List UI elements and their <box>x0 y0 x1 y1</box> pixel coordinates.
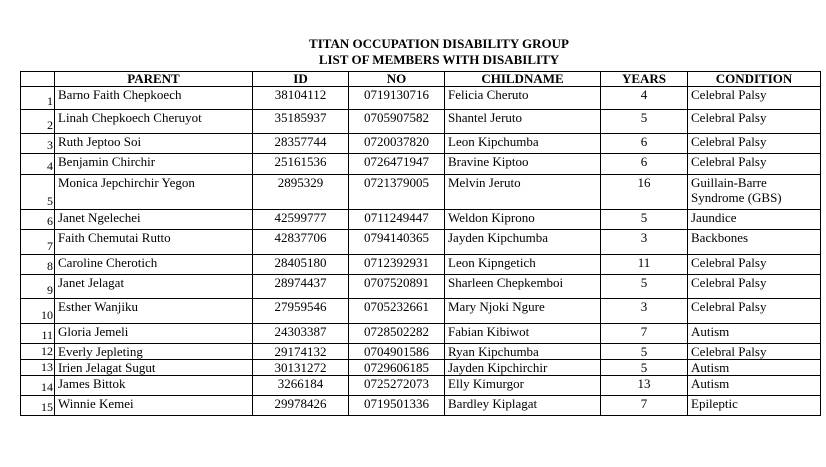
table-row <box>21 275 821 299</box>
years-cell: 5 <box>601 344 688 360</box>
childname-cell: Shantel Jeruto <box>445 110 601 134</box>
header-id: ID <box>253 72 349 87</box>
id-cell: 28405180 <box>253 255 349 275</box>
phone-cell: 0704901586 <box>349 344 445 360</box>
parent-cell: Gloria Jemeli <box>55 324 253 344</box>
phone-cell: 0705232661 <box>349 299 445 324</box>
parent-cell: Ruth Jeptoo Soi <box>55 134 253 154</box>
table-row <box>21 255 821 275</box>
id-cell: 35185937 <box>253 110 349 134</box>
row-number: 11 <box>21 324 55 344</box>
id-cell: 25161536 <box>253 154 349 175</box>
phone-cell: 0726471947 <box>349 154 445 175</box>
years-cell: 6 <box>601 134 688 154</box>
years-cell: 6 <box>601 154 688 175</box>
years-cell: 7 <box>601 396 688 416</box>
document-subtitle: LIST OF MEMBERS WITH DISABILITY <box>318 52 560 67</box>
childname-cell: Bravine Kiptoo <box>445 154 601 175</box>
row-number: 2 <box>21 110 55 134</box>
id-cell: 29174132 <box>253 344 349 360</box>
condition-cell: Guillain-Barre Syndrome (GBS) <box>688 175 821 210</box>
phone-cell: 0720037820 <box>349 134 445 154</box>
parent-cell: Janet Jelagat <box>55 275 253 299</box>
table-header-row <box>21 72 821 87</box>
id-cell: 29978426 <box>253 396 349 416</box>
phone-cell: 0707520891 <box>349 275 445 299</box>
row-number: 9 <box>21 275 55 299</box>
document-title: TITAN OCCUPATION DISABILITY GROUP <box>309 36 569 51</box>
table-row <box>21 110 821 134</box>
parent-cell: Monica Jepchirchir Yegon <box>55 175 253 210</box>
row-number: 10 <box>21 299 55 324</box>
header-no: NO <box>349 72 445 87</box>
parent-cell: James Bittok <box>55 376 253 396</box>
condition-cell: Autism <box>688 324 821 344</box>
table-row <box>21 360 821 376</box>
header-childname: CHILDNAME <box>445 72 601 87</box>
years-cell: 16 <box>601 175 688 210</box>
parent-cell: Esther Wanjiku <box>55 299 253 324</box>
row-number: 1 <box>21 87 55 110</box>
table-row <box>21 210 821 230</box>
id-cell: 42837706 <box>253 230 349 255</box>
header-index <box>21 72 55 87</box>
phone-cell: 0719130716 <box>349 87 445 110</box>
childname-cell: Weldon Kiprono <box>445 210 601 230</box>
condition-cell: Celebral Palsy <box>688 344 821 360</box>
header-condition: CONDITION <box>688 72 821 87</box>
phone-cell: 0728502282 <box>349 324 445 344</box>
phone-cell: 0725272073 <box>349 376 445 396</box>
table-row <box>21 344 821 360</box>
childname-cell: Jayden Kipchumba <box>445 230 601 255</box>
childname-cell: Mary Njoki Ngure <box>445 299 601 324</box>
id-cell: 30131272 <box>253 360 349 376</box>
parent-cell: Janet Ngelechei <box>55 210 253 230</box>
childname-cell: Leon Kipngetich <box>445 255 601 275</box>
condition-cell: Autism <box>688 376 821 396</box>
condition-cell: Celebral Palsy <box>688 275 821 299</box>
parent-cell: Linah Chepkoech Cheruyot <box>55 110 253 134</box>
condition-cell: Celebral Palsy <box>688 255 821 275</box>
childname-cell: Leon Kipchumba <box>445 134 601 154</box>
phone-cell: 0719501336 <box>349 396 445 416</box>
table-row <box>21 154 821 175</box>
table-row <box>21 230 821 255</box>
row-number: 8 <box>21 255 55 275</box>
table-row <box>21 324 821 344</box>
condition-cell: Backbones <box>688 230 821 255</box>
row-number: 7 <box>21 230 55 255</box>
parent-cell: Winnie Kemei <box>55 396 253 416</box>
condition-cell: Jaundice <box>688 210 821 230</box>
years-cell: 3 <box>601 230 688 255</box>
phone-cell: 0729606185 <box>349 360 445 376</box>
id-cell: 2895329 <box>253 175 349 210</box>
years-cell: 7 <box>601 324 688 344</box>
id-cell: 24303387 <box>253 324 349 344</box>
table-row <box>21 134 821 154</box>
parent-cell: Barno Faith Chepkoech <box>55 87 253 110</box>
condition-cell: Celebral Palsy <box>688 154 821 175</box>
condition-cell: Celebral Palsy <box>688 299 821 324</box>
row-number: 12 <box>21 344 55 360</box>
parent-cell: Everly Jepleting <box>55 344 253 360</box>
parent-cell: Caroline Cherotich <box>55 255 253 275</box>
childname-cell: Fabian Kibiwot <box>445 324 601 344</box>
phone-cell: 0705907582 <box>349 110 445 134</box>
years-cell: 4 <box>601 87 688 110</box>
members-table <box>20 71 821 416</box>
parent-cell: Irien Jelagat Sugut <box>55 360 253 376</box>
row-number: 15 <box>21 396 55 416</box>
id-cell: 28974437 <box>253 275 349 299</box>
condition-cell: Celebral Palsy <box>688 87 821 110</box>
id-cell: 38104112 <box>253 87 349 110</box>
row-number: 6 <box>21 210 55 230</box>
childname-cell: Jayden Kipchirchir <box>445 360 601 376</box>
id-cell: 42599777 <box>253 210 349 230</box>
header-years: YEARS <box>601 72 688 87</box>
row-number: 13 <box>21 360 55 376</box>
childname-cell: Ryan Kipchumba <box>445 344 601 360</box>
childname-cell: Elly Kimurgor <box>445 376 601 396</box>
table-row <box>21 299 821 324</box>
condition-cell: Celebral Palsy <box>688 110 821 134</box>
condition-cell: Epileptic <box>688 396 821 416</box>
condition-cell: Autism <box>688 360 821 376</box>
table-row <box>21 87 821 110</box>
row-number: 5 <box>21 175 55 210</box>
parent-cell: Benjamin Chirchir <box>55 154 253 175</box>
childname-cell: Sharleen Chepkemboi <box>445 275 601 299</box>
condition-cell: Celebral Palsy <box>688 134 821 154</box>
parent-cell: Faith Chemutai Rutto <box>55 230 253 255</box>
childname-cell: Felicia Cheruto <box>445 87 601 110</box>
row-number: 14 <box>21 376 55 396</box>
years-cell: 5 <box>601 110 688 134</box>
table-row <box>21 376 821 396</box>
id-cell: 3266184 <box>253 376 349 396</box>
table-row <box>21 175 821 210</box>
header-parent: PARENT <box>55 72 253 87</box>
years-cell: 11 <box>601 255 688 275</box>
row-number: 4 <box>21 154 55 175</box>
years-cell: 13 <box>601 376 688 396</box>
row-number: 3 <box>21 134 55 154</box>
years-cell: 3 <box>601 299 688 324</box>
phone-cell: 0794140365 <box>349 230 445 255</box>
table-row <box>21 396 821 416</box>
id-cell: 28357744 <box>253 134 349 154</box>
id-cell: 27959546 <box>253 299 349 324</box>
childname-cell: Melvin Jeruto <box>445 175 601 210</box>
childname-cell: Bardley Kiplagat <box>445 396 601 416</box>
phone-cell: 0712392931 <box>349 255 445 275</box>
years-cell: 5 <box>601 210 688 230</box>
phone-cell: 0721379005 <box>349 175 445 210</box>
years-cell: 5 <box>601 275 688 299</box>
phone-cell: 0711249447 <box>349 210 445 230</box>
years-cell: 5 <box>601 360 688 376</box>
